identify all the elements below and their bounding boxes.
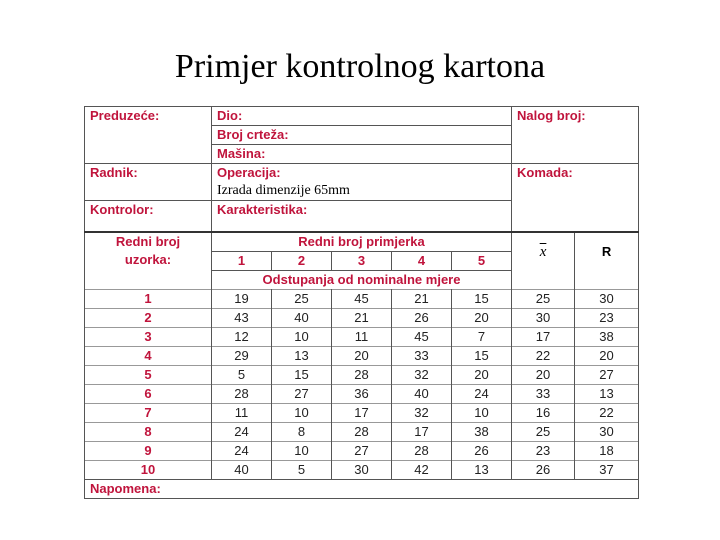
table-row: 7 11 10 17 32 10 16 22 (85, 404, 639, 423)
table-row: 10 40 5 30 42 13 26 37 (85, 461, 639, 480)
nalog-label: Nalog broj: (512, 107, 639, 126)
broj-crteza-label: Broj crteža: (212, 126, 512, 145)
redni-broj-primjerka-header: Redni broj primjerka (212, 232, 512, 252)
masina-label: Mašina: (212, 145, 512, 164)
specimen-3-header: 3 (332, 252, 392, 271)
page-title: Primjer kontrolnog kartona (174, 48, 546, 85)
radnik-label: Radnik: (85, 164, 212, 183)
operacija-label: Operacija: (212, 164, 512, 183)
dio-label: Dio: (212, 107, 512, 126)
r-header: R (575, 232, 639, 271)
table-row: 8 24 8 28 17 38 25 30 (85, 423, 639, 442)
table-row: 1 19 25 45 21 15 25 30 (85, 290, 639, 309)
karakteristika-label: Karakteristika: (212, 201, 512, 220)
kontrolor-label: Kontrolor: (85, 201, 212, 220)
control-chart-card (84, 106, 639, 499)
specimen-1-header: 1 (212, 252, 272, 271)
table-row: 4 29 13 20 33 15 22 20 (85, 347, 639, 366)
specimen-5-header: 5 (452, 252, 512, 271)
napomena-label: Napomena: (85, 480, 639, 499)
redni-broj-uzorka-header: Redni broj uzorka: (85, 232, 212, 271)
operacija-value: Izrada dimenzije 65mm (212, 182, 512, 201)
table-row: 6 28 27 36 40 24 33 13 (85, 385, 639, 404)
preduzece-label: Preduzeće: (85, 107, 212, 126)
xbar-header: $\overline{x}$ (512, 232, 575, 271)
komada-label: Komada: (512, 164, 639, 183)
table-row: 2 43 40 21 26 20 30 23 (85, 309, 639, 328)
table-row: 9 24 10 27 28 26 23 18 (85, 442, 639, 461)
table-row: 3 12 10 11 45 7 17 38 (85, 328, 639, 347)
specimen-2-header: 2 (272, 252, 332, 271)
odstupanja-header: Odstupanja od nominalne mjere (212, 271, 512, 290)
table-row: 5 5 15 28 32 20 20 27 (85, 366, 639, 385)
specimen-4-header: 4 (392, 252, 452, 271)
